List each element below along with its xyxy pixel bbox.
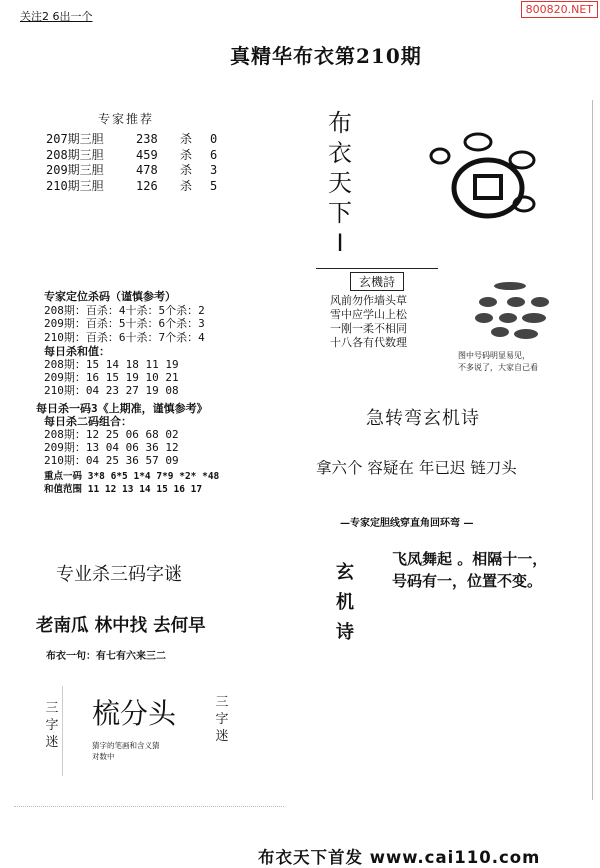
vertical-char: 机 [336, 592, 354, 613]
page-title: 真精华布衣第210期 [230, 44, 422, 68]
expert-line-heading: —专家定胆线穿直角回环弯 — [340, 518, 474, 529]
focus-line: 重点一码 3*8 6*5 1*4 7*9 *2* *48 [44, 471, 220, 482]
divider [62, 686, 63, 776]
vertical-char: 衣 [328, 139, 352, 167]
kill-two-subheading: 每日杀二码组合： [44, 415, 132, 428]
vertical-char: 天 [328, 169, 352, 197]
dots-drawing [470, 280, 560, 350]
expert-list [46, 132, 217, 194]
vertical-char: 字 [45, 718, 59, 733]
vertical-char: 迷 [45, 735, 59, 750]
expert-row [46, 163, 217, 179]
vertical-char: 字 [215, 712, 229, 727]
sum-row: 209期：16 15 19 10 21 [44, 371, 179, 384]
watermark-badge: 800820.NET [521, 1, 598, 18]
row-period: 208期三胆 [46, 147, 104, 162]
kill-one-block [36, 402, 208, 467]
vertical-char: 下 [328, 199, 352, 227]
row-kill-label: 杀 [180, 178, 193, 193]
kill-row: 209期：13 04 06 36 12 [44, 441, 179, 454]
top-note: 关注2 6出一个 [20, 10, 93, 23]
sum-heading: 每日杀和值： [44, 345, 110, 358]
positional-row: 208期：百杀：4十杀：5个杀：2 [44, 303, 205, 317]
expert-row [46, 132, 217, 148]
positional-kill-block [44, 290, 205, 344]
row-kill: 3 [210, 163, 218, 177]
note-line: 猜字的笔画和含义猜 [92, 741, 160, 750]
row-kill: 5 [210, 178, 218, 193]
expert-row [46, 148, 217, 164]
row-nums: 478 [136, 163, 158, 177]
sum-value-block [44, 345, 179, 397]
row-nums: 459 [136, 147, 158, 162]
row-period: 207期三胆 [46, 132, 104, 146]
sum-row: 208期：15 14 18 11 19 [44, 358, 179, 371]
kill-one-heading: 每日杀一码3《上期准，谨慎参考》 [36, 402, 208, 415]
kill-row: 208期：12 25 06 68 02 [44, 428, 179, 441]
poem-lines [330, 294, 407, 350]
row-period: 209期三胆 [46, 163, 104, 177]
vertical-char: 诗 [336, 622, 354, 643]
row-period: 210期三胆 [46, 178, 104, 193]
vertical-char: 三 [45, 701, 59, 716]
turn-poem-line: 拿六个 容疑在 年已迟 链刀头 [316, 459, 517, 477]
riddle-line: 布衣一句：有七有六来三二 [46, 651, 166, 662]
poem-title: 玄機詩 [350, 272, 404, 291]
vertical-char: 三 [215, 695, 229, 710]
poem-line: 雪中应学山上松 [330, 308, 407, 321]
xuanji-lines [392, 548, 547, 592]
core-block [44, 470, 219, 496]
buyi-vertical-text [326, 108, 354, 258]
vertical-char: 玄 [336, 562, 354, 583]
expert-heading: 专家推荐 [98, 112, 155, 126]
divider [592, 100, 593, 800]
footer-text: 布衣天下首发 www.cai110.com [258, 848, 541, 867]
right-vertical-text [214, 694, 230, 745]
left-vertical-text [44, 700, 60, 751]
vertical-char: 布 [328, 109, 352, 137]
riddle-words: 老南瓜 林中找 去何早 [36, 616, 206, 636]
coin-drawing [420, 130, 560, 230]
riddle-title: 专业杀三码字谜 [56, 564, 182, 585]
xuanji-vertical-text [334, 558, 356, 648]
range-line: 和值范围 11 12 13 14 15 16 17 [44, 484, 203, 495]
riddle-big-word: 梳分头 [92, 697, 177, 730]
row-kill-label: 杀 [180, 132, 193, 146]
row-kill-label: 杀 [180, 163, 193, 177]
xuanji-line: 飞凤舞起 。相隔十一， [392, 550, 548, 568]
expert-row [46, 179, 217, 195]
vertical-char: I [336, 229, 344, 257]
row-kill: 0 [210, 132, 218, 146]
divider [14, 806, 284, 807]
positional-heading: 专家定位杀码（谨慎参考） [44, 290, 176, 303]
vertical-char: 迷 [215, 729, 229, 744]
poem-line: 风前勿作墙头草 [330, 294, 407, 307]
positional-row: 210期：百杀：6十杀：7个杀：4 [44, 330, 205, 344]
xuanji-line: 号码有一，位置不变。 [392, 572, 543, 590]
riddle-note [92, 740, 160, 762]
note-line: 对数中 [92, 752, 115, 761]
caption-line: 不多说了，大家自己看 [458, 363, 538, 372]
row-kill-label: 杀 [180, 147, 193, 162]
kill-row: 210期：04 25 36 57 09 [44, 454, 179, 467]
caption-line: 图中号码明显易见， [458, 351, 530, 360]
row-nums: 238 [136, 132, 158, 146]
turn-poem-title: 急转弯玄机诗 [366, 408, 480, 429]
row-kill: 6 [210, 147, 218, 162]
poem-line: 十八各有代数理 [330, 336, 407, 349]
image-caption [458, 350, 538, 374]
poem-line: 一刚一柔不相同 [330, 322, 407, 335]
positional-row: 209期：百杀：5十杀：6个杀：3 [44, 317, 205, 330]
row-nums: 126 [136, 178, 158, 193]
sum-row: 210期：04 23 27 19 08 [44, 384, 179, 397]
